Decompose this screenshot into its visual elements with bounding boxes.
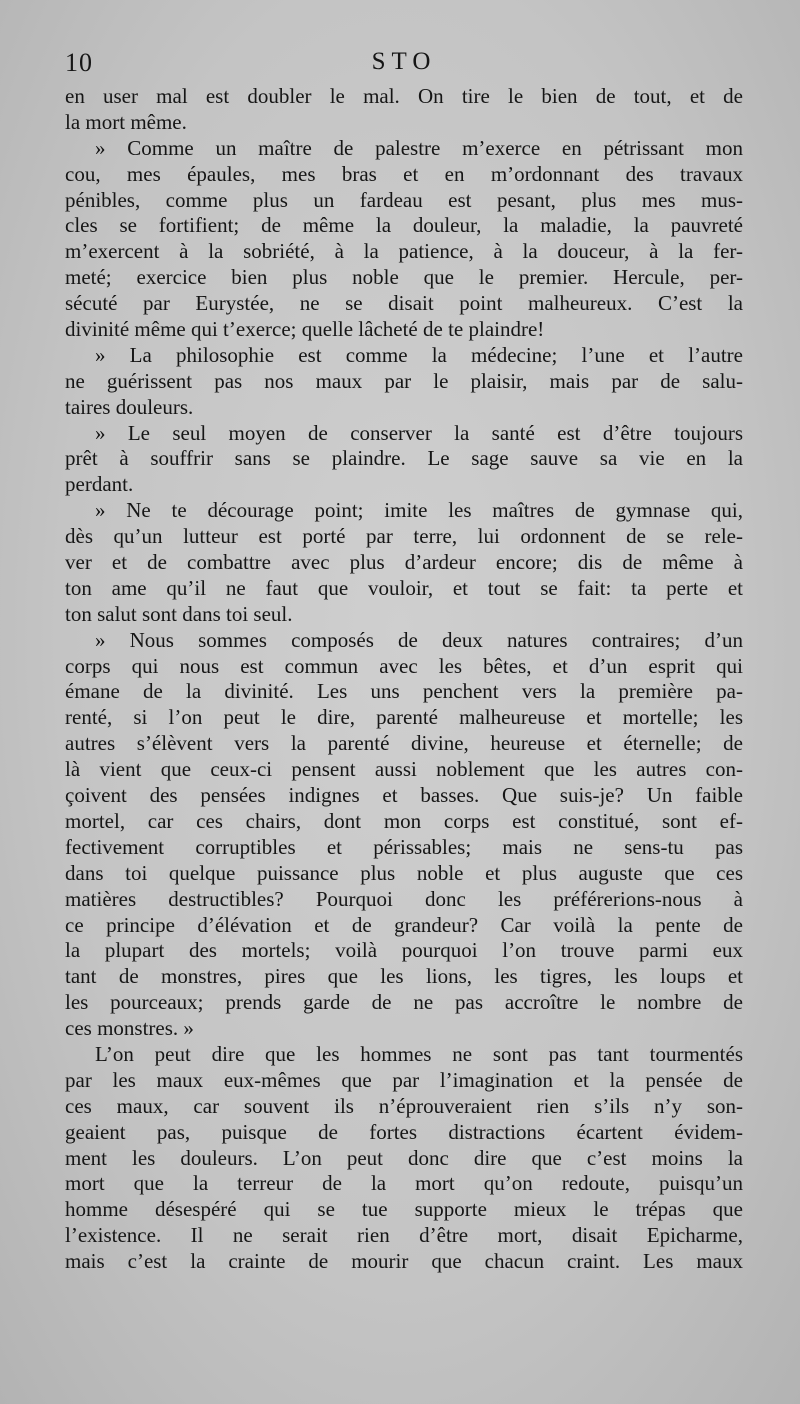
text-line: corps qui nous est commun avec les bêtes, et d’un esprit qui (65, 653, 743, 678)
text-line: taires douleurs. (65, 394, 194, 419)
page-number: 10 (65, 48, 93, 77)
text-line: pénibles, comme plus un fardeau est pesant, plus mes mus- (65, 187, 743, 212)
text-line: tant de monstres, pires que les lions, les tigres, les loups et (65, 964, 743, 989)
text-line: en user mal est doubler le mal. On tire le bien de tout, et de (65, 84, 743, 108)
text-line: par les maux eux-mêmes que par l’imagination et la pensée de (65, 1067, 743, 1092)
text-line: perdant. (65, 472, 134, 497)
text-line: çoivent des pensées indignes et basses. Que suis-je? Un faible (65, 783, 743, 808)
text-line: cou, mes épaules, mes bras et en m’ordonnant des travaux (65, 161, 743, 186)
text-line: » Ne te décourage point; imite les maîtres de gymnase qui, (95, 498, 743, 523)
text-line: ment les douleurs. L’on peut donc dire que c’est moins la (65, 1145, 743, 1170)
text-line: fectivement corruptibles et périssables; mais ne sens-tu pas (65, 834, 743, 859)
text-line: meté; exercice bien plus noble que le premier. Hercule, per- (65, 265, 743, 290)
text-line: homme désespéré qui se tue supporte mieux le trépas que (65, 1197, 743, 1222)
text-line: la plupart des mortels; voilà pourquoi l’on trouve parmi eux (65, 938, 743, 963)
text-line: m’exercent à la sobriété, à la patience, à la douceur, à la fer- (65, 239, 743, 264)
text-line: ton ame qu’il ne faut que vouloir, et tout se fait: ta perte et (65, 575, 743, 600)
text-line: prêt à souffrir sans se plaindre. Le sage sauve sa vie en la (65, 446, 743, 471)
text-line: cles se fortifient; de même la douleur, la maladie, la pauvreté (65, 213, 743, 238)
page-header (65, 48, 743, 78)
text-line: dans toi quelque puissance plus noble et plus auguste que ces (65, 860, 743, 885)
text-line: mort que la terreur de la mort qu’on redoute, puisqu’un (65, 1171, 743, 1196)
text-line: divinité même qui t’exerce; quelle lâcheté de te plaindre! (65, 317, 545, 342)
text-line: dès qu’un lutteur est porté par terre, lui ordonnent de se rele- (65, 524, 743, 549)
text-line: » La philosophie est comme la médecine; l’une et l’autre (95, 342, 743, 367)
text-line: l’existence. Il ne serait rien d’être mort, disait Epicharme, (65, 1223, 743, 1248)
text-line: geaient pas, puisque de fortes distractions écartent évidem- (65, 1119, 743, 1144)
text-line: L’on peut dire que les hommes ne sont pas tant tourmentés (95, 1041, 743, 1066)
text-line: sécuté par Eurystée, ne se disait point malheureux. C’est la (65, 291, 743, 316)
text-line: ces monstres. » (65, 1016, 194, 1041)
text-line: la mort même. (65, 109, 187, 134)
text-line: mais c’est la crainte de mourir que chacun craint. Les maux (65, 1249, 743, 1274)
text-line: matières destructibles? Pourquoi donc les préférerions-nous à (65, 886, 743, 911)
text-body (65, 84, 743, 1275)
text-line: autres s’élèvent vers la parenté divine, heureuse et éternelle; de (65, 731, 743, 756)
text-line: » Comme un maître de palestre m’exerce en pétrissant mon (95, 135, 743, 160)
text-line: ne guérissent pas nos maux par le plaisir, mais par de salu- (65, 368, 743, 393)
text-line: ver et de combattre avec plus d’ardeur encore; dis de même à (65, 550, 743, 575)
text-line: ces maux, car souvent ils n’éprouveraient rien s’ils n’y son- (65, 1093, 743, 1118)
text-line: renté, si l’on peut le dire, parenté malheureuse et mortelle; les (65, 705, 743, 730)
text-line: » Le seul moyen de conserver la santé est d’être toujours (95, 420, 743, 445)
text-line: mortel, car ces chairs, dont mon corps est constitué, sont ef- (65, 808, 743, 833)
text-line: là vient que ceux-ci pensent aussi noblement que les autres con- (65, 757, 743, 782)
text-line: ton salut sont dans toi seul. (65, 601, 293, 626)
text-line: ce principe d’élévation et de grandeur? Car voilà la pente de (65, 912, 743, 937)
running-head: STO (371, 48, 437, 75)
text-line: » Nous sommes composés de deux natures contraires; d’un (95, 627, 743, 652)
text-line: les pourceaux; prends garde de ne pas accroître le nombre de (65, 990, 743, 1015)
text-line: émane de la divinité. Les uns penchent vers la première pa- (65, 679, 743, 704)
